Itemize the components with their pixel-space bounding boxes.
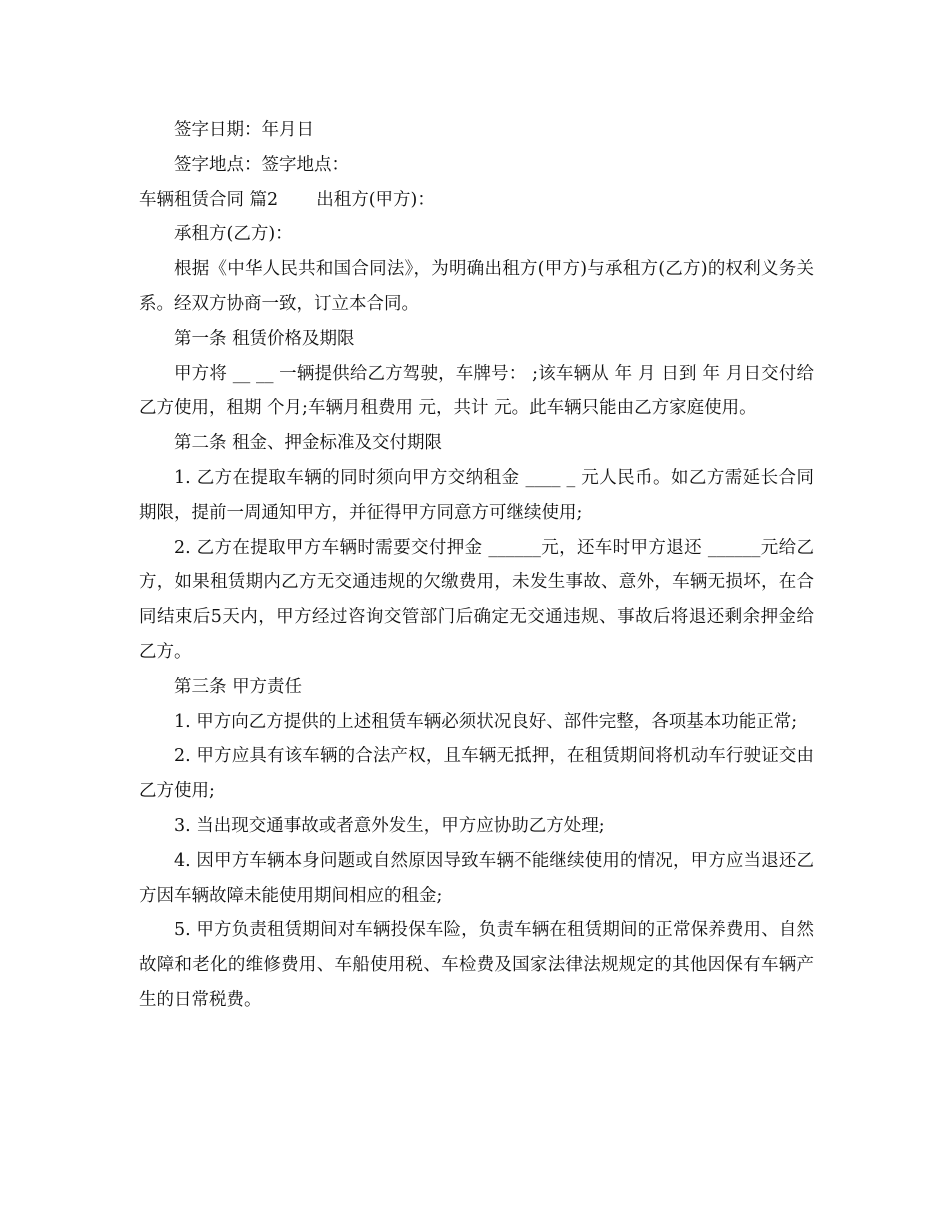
article-3-item-3: 3. 当出现交通事故或者意外发生，甲方应协助乙方处理; xyxy=(174,815,605,836)
article-1-body: 甲方将 __ __ 一辆提供给乙方驾驶，车牌号： ;该车辆从 年 月 日到 年 月日交付给乙方使用，租期 个月;车辆月租费用 元，共计 元。此车辆只能由乙方家庭使用。 xyxy=(139,363,814,419)
article-2-title: 第二条 租金、押金标准及交付期限 xyxy=(174,433,443,454)
article-3-item-4: 4. 因甲方车辆本身问题或自然原因导致车辆不能继续使用的情况，甲方应当退还乙方因车辆故障未能使用期间相应的租金; xyxy=(139,850,814,906)
contract-heading-line xyxy=(139,183,814,218)
lessee-label: 承租方(乙方)： xyxy=(174,224,293,245)
article-3-item-5: 5. 甲方负责租赁期间对车辆投保车险，负责车辆在租赁期间的正常保养费用、自然故障和老化的维修费用、车船使用税、车检费及国家法律法规规定的其他因保有车辆产生的日常税费。 xyxy=(139,920,814,1010)
article-2-item-1: 1. 乙方在提取车辆的同时须向甲方交纳租金 ____ _ 元人民币。如乙方需延长合同期限，提前一周通知甲方，并征得甲方同意方可继续使用; xyxy=(139,467,814,523)
article-3-title: 第三条 甲方责任 xyxy=(174,676,303,697)
article-3-item-2: 2. 甲方应具有该车辆的合法产权，且车辆无抵押，在租赁期间将机动车行驶证交由乙方使用; xyxy=(139,746,814,802)
article-2-item-2: 2. 乙方在提取甲方车辆时需要交付押金 ______元，还车时甲方退还 ______元给乙方，如果租赁期内乙方无交通违规的欠缴费用，未发生事故、意外，车辆无损坏，在合同结束后5天内，甲方经过咨询交管部门后确定无交通违规、事故后将退还剩余押金给乙方。 xyxy=(139,537,814,662)
lessor-label: 出租方(甲方)： xyxy=(316,189,435,210)
article-1-title: 第一条 租赁价格及期限 xyxy=(174,328,355,349)
document-body xyxy=(139,113,814,1018)
preamble-paragraph: 根据《中华人民共和国合同法》，为明确出租方(甲方)与承租方(乙方)的权利义务关系。经双方协商一致，订立本合同。 xyxy=(139,259,814,314)
sign-place-line: 签字地点：签字地点： xyxy=(174,154,349,175)
sign-date-line: 签字日期：年月日 xyxy=(174,120,314,140)
contract-title: 车辆租赁合同 篇2 xyxy=(139,189,279,210)
article-3-item-1: 1. 甲方向乙方提供的上述租赁车辆必须状况良好、部件完整，各项基本功能正常; xyxy=(174,711,798,732)
